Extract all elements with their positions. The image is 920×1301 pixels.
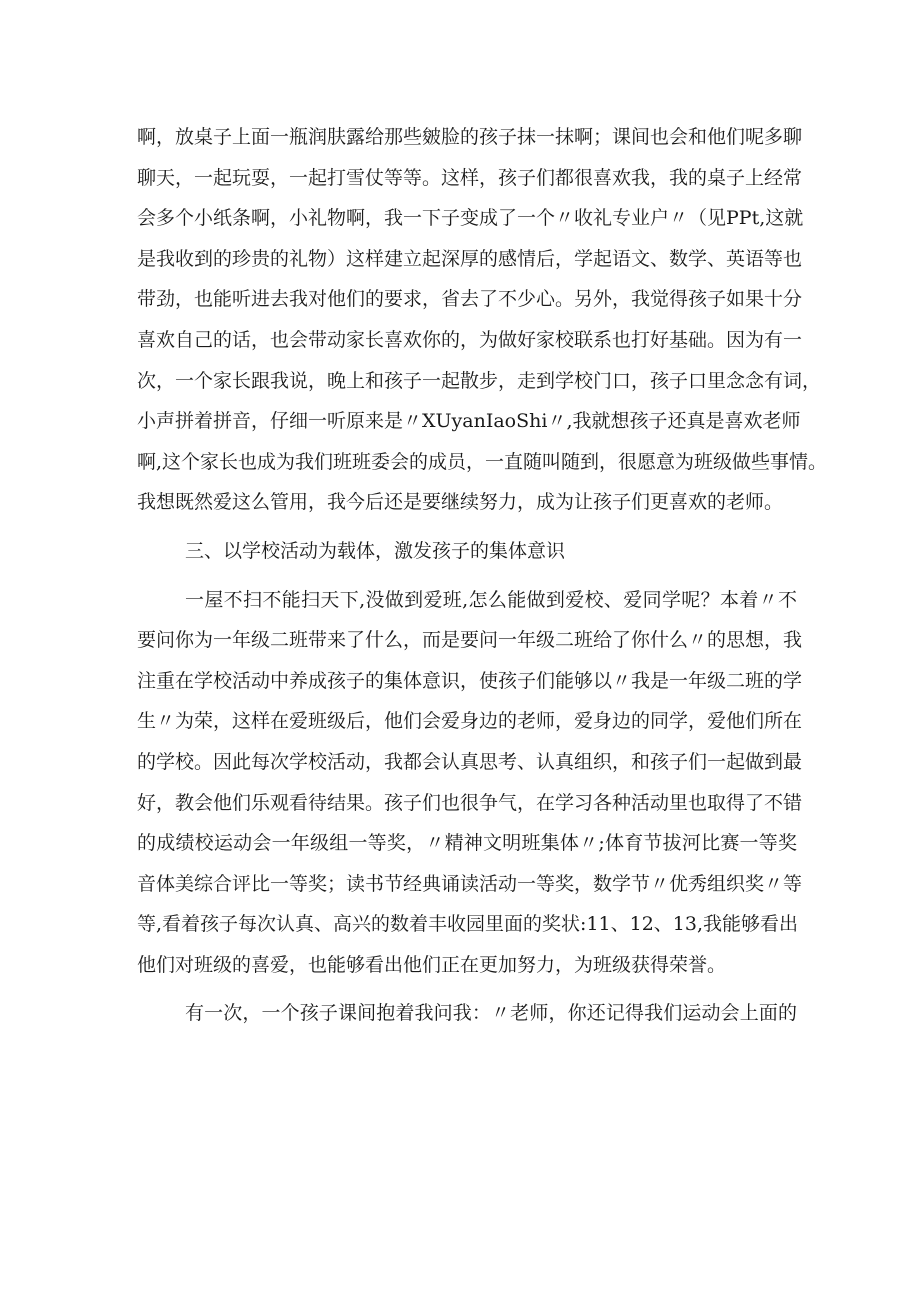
paragraph-line: 注重在学校活动中养成孩子的集体意识，使孩子们能够以〃我是一年级二班的学 xyxy=(137,669,803,692)
paragraph-line: 音体美综合评比一等奖；读书节经典诵读活动一等奖，数学节〃优秀组织奖〃等 xyxy=(137,872,803,895)
paragraph-line: 会多个小纸条啊，小礼物啊，我一下子变成了一个〃收礼专业户〃（见PPt,这就 xyxy=(137,207,804,230)
paragraph-gap xyxy=(137,572,797,580)
paragraph-line: 一屋不扫不能扫天下,没做到爱班,怎么能做到爱校、爱同学呢？本着〃不 xyxy=(185,588,797,611)
paragraph-line: 有一次，一个孩子课间抱着我问我：〃老师，你还记得我们运动会上面的 xyxy=(185,1002,797,1025)
paragraph-line: 我想既然爱这么管用，我今后还是要继续努力，成为让孩子们更喜欢的老师。 xyxy=(137,491,784,514)
paragraph-line: 啊,这个家长也成为我们班班委会的成员，一直随叫随到，很愿意为班级做些事情。 xyxy=(137,450,828,473)
paragraph-line: 次，一个家长跟我说，晚上和孩子一起散步，走到学校门口，孩子口里念念有词， xyxy=(137,369,822,392)
paragraph-line: 等,看着孩子每次认真、高兴的数着丰收园里面的奖状:11、12、13,我能够看出 xyxy=(137,913,799,936)
document-body xyxy=(137,117,828,1034)
paragraph-line: 要问你为一年级二班带来了什么，而是要问一年级二班给了你什么〃的思想，我 xyxy=(137,629,803,652)
paragraph-line: 是我收到的珍贵的礼物）这样建立起深厚的感情后，学起语文、数学、英语等也 xyxy=(137,247,803,270)
paragraph-gap xyxy=(137,523,797,531)
paragraph-line: 的学校。因此每次学校活动，我都会认真思考、认真组织，和孩子们一起做到最 xyxy=(137,750,803,773)
paragraph-line: 小声拼着拼音，仔细一听原来是〃XUyanIaoShi〃,我就想孩子还真是喜欢老师 xyxy=(137,410,801,433)
paragraph-line: 生〃为荣，这样在爱班级后，他们会爱身边的老师，爱身边的同学，爱他们所在 xyxy=(137,710,803,733)
paragraph-line: 他们对班级的喜爱，也能够看出他们正在更加努力，为班级获得荣誉。 xyxy=(137,953,727,976)
paragraph-line: 聊天，一起玩耍，一起打雪仗等等。这样，孩子们都很喜欢我，我的桌子上经常 xyxy=(137,166,803,189)
section-heading: 三、以学校活动为载体，激发孩子的集体意识 xyxy=(185,539,566,562)
paragraph-line: 带劲，也能听进去我对他们的要求，省去了不少心。另外，我觉得孩子如果十分 xyxy=(137,288,803,311)
paragraph-line: 好，教会他们乐观看待结果。孩子们也很争气，在学习各种活动里也取得了不错 xyxy=(137,791,803,814)
paragraph-gap xyxy=(137,985,797,993)
paragraph-line: 啊，放桌子上面一瓶润肤露给那些皴脸的孩子抹一抹啊；课间也会和他们呢多聊 xyxy=(137,126,803,148)
paragraph-line: 的成绩校运动会一年级组一等奖，〃精神文明班集体〃;体育节拔河比赛一等奖 xyxy=(137,832,797,855)
paragraph-line: 喜欢自己的话，也会带动家长喜欢你的，为做好家校联系也打好基础。因为有一 xyxy=(137,328,803,351)
